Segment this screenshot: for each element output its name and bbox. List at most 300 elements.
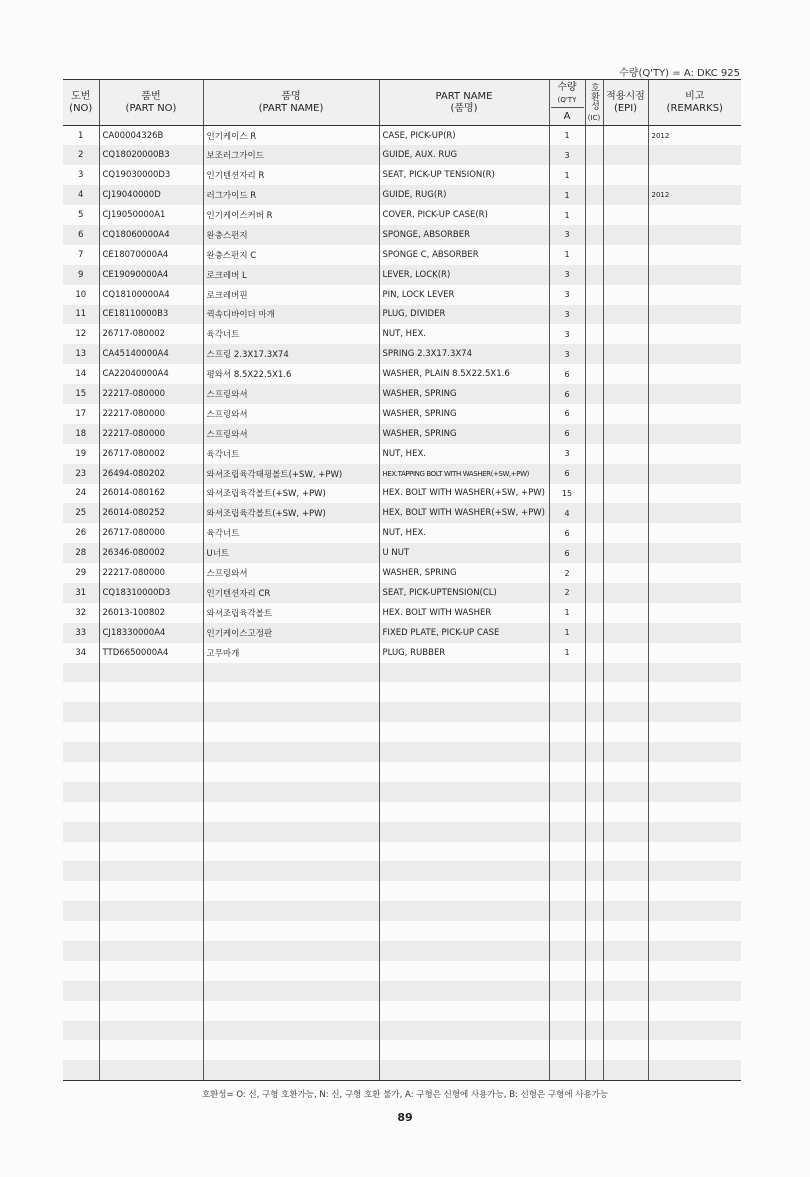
cell-part-name-en: WASHER, SPRING [379,424,549,444]
cell-epi [603,324,648,344]
empty-cell [379,762,549,782]
empty-cell [603,762,648,782]
cell-remarks [648,145,741,165]
cell-part-name-ko: 평와셔 8.5X22.5X1.6 [203,364,379,384]
cell-no: 32 [75,607,87,618]
empty-cell [203,881,379,901]
empty-cell [585,722,603,742]
cell-no: 5 [78,210,84,220]
empty-cell [203,861,379,881]
cell-ic [585,364,603,384]
cell-part-name-en: WASHER, PLAIN 8.5X22.5X1.6 [379,364,549,384]
empty-cell [585,1021,603,1041]
empty-cell [585,1060,603,1080]
empty-cell [585,981,603,1001]
empty-table-row [63,861,741,881]
empty-cell [585,842,603,862]
empty-cell [379,1060,549,1080]
table-row [63,245,741,265]
empty-cell [203,782,379,802]
empty-cell [63,842,99,862]
empty-cell [63,901,99,921]
table-row [63,623,741,643]
cell-ic [585,265,603,285]
cell-part-no: CQ18060000A4 [99,225,203,245]
cell-no: 2 [63,145,99,165]
empty-cell [203,842,379,862]
cell-qty: 1 [549,643,585,663]
empty-cell [648,682,741,702]
empty-cell [603,961,648,981]
empty-cell [585,822,603,842]
empty-cell [99,941,203,961]
cell-part-no: CQ18310000D3 [99,583,203,603]
cell-remarks [648,344,741,364]
empty-cell [549,881,585,901]
empty-table-row [63,881,741,901]
cell-epi [603,285,648,305]
table-row [63,344,741,364]
cell-epi [603,305,648,325]
empty-cell [203,1001,379,1021]
empty-cell [203,822,379,842]
empty-cell [648,981,741,1001]
empty-cell [585,901,603,921]
cell-part-name-ko: 완충스펀지 C [203,245,379,265]
empty-cell [585,1001,603,1021]
cell-part-name-ko: 스프링와셔 [203,424,379,444]
cell-ic [585,543,603,563]
empty-cell [648,762,741,782]
cell-remarks [648,205,741,225]
empty-cell [603,1021,648,1041]
table-row [63,523,741,543]
empty-cell [549,921,585,941]
empty-cell [549,1021,585,1041]
cell-qty: 3 [549,285,585,305]
empty-cell [63,861,99,881]
cell-ic [585,225,603,245]
cell-ic [585,344,603,364]
cell-no: 18 [63,424,99,444]
cell-part-no: 22217-080000 [99,384,203,404]
cell-part-name-en: HEX. BOLT WITH WASHER(+SW, +PW) [379,484,549,504]
empty-cell [585,802,603,822]
cell-epi [603,543,648,563]
empty-cell [203,961,379,981]
empty-cell [549,901,585,921]
empty-cell [549,682,585,702]
cell-qty: 6 [549,364,585,384]
cell-no: 10 [75,289,87,300]
table-row [63,543,741,563]
cell-ic [585,563,603,583]
cell-remarks [648,265,741,285]
empty-cell [549,722,585,742]
cell-part-no: 26013-100802 [99,603,203,623]
cell-no: 9 [63,265,99,285]
cell-epi [603,344,648,364]
table-row [63,583,741,603]
table-row [63,643,741,663]
cell-part-name-en: WASHER, SPRING [379,384,549,404]
empty-cell [379,901,549,921]
cell-remarks [648,583,741,603]
cell-ic [585,484,603,504]
empty-cell [99,702,203,722]
cell-epi [603,484,648,504]
cell-ic [585,126,603,146]
cell-part-name-en: NUT, HEX. [379,324,549,344]
empty-cell [648,921,741,941]
cell-part-name-ko: U너트 [203,543,379,563]
cell-remarks [648,245,741,265]
table-row [63,145,741,165]
empty-table-row [63,961,741,981]
cell-no: 13 [63,344,99,364]
cell-ic [585,165,603,185]
cell-epi [603,464,648,484]
empty-cell [585,1040,603,1060]
table-row [63,603,741,623]
cell-no: 14 [75,369,87,380]
cell-remarks [648,523,741,543]
cell-no: 4 [63,185,99,205]
empty-cell [203,1040,379,1060]
cell-remarks [648,484,741,504]
cell-part-no: CQ18100000A4 [99,285,203,305]
empty-cell [585,702,603,722]
empty-cell [603,941,648,961]
empty-cell [203,941,379,961]
empty-table-row [63,901,741,921]
empty-cell [549,663,585,683]
cell-no: 1 [78,130,84,141]
cell-part-name-en: SEAT, PICK-UP TENSION(R) [379,165,549,185]
empty-cell [585,961,603,981]
empty-cell [203,981,379,1001]
cell-epi [603,563,648,583]
cell-part-name-en: COVER, PICK-UP CASE(R) [379,205,549,225]
empty-cell [379,822,549,842]
empty-cell [203,921,379,941]
cell-part-name-ko: 육각너트 [203,523,379,543]
empty-cell [648,842,741,862]
cell-part-name-ko: 러그가이드 R [203,185,379,205]
cell-remarks [648,285,741,305]
parts-table-body [63,126,741,1081]
cell-remarks [648,623,741,643]
empty-cell [203,702,379,722]
cell-remarks [648,404,741,424]
cell-qty: 3 [549,305,585,325]
cell-remarks [648,603,741,623]
empty-cell [63,762,99,782]
table-row [63,503,741,523]
cell-part-no: 26717-080000 [99,523,203,543]
empty-cell [63,881,99,901]
cell-qty: 4 [549,503,585,523]
empty-cell [379,861,549,881]
empty-cell [549,941,585,961]
cell-part-name-ko: 로크레버핀 [203,285,379,305]
cell-qty: 1 [549,603,585,623]
empty-cell [603,842,648,862]
cell-part-no: 26717-080002 [99,324,203,344]
cell-no: 29 [75,568,87,579]
empty-cell [585,682,603,702]
cell-epi [603,185,648,205]
cell-epi [603,503,648,523]
table-row [63,305,741,325]
cell-part-no: CJ19050000A1 [99,205,203,225]
empty-cell [549,1040,585,1060]
cell-part-name-en: SPONGE, ABSORBER [379,225,549,245]
cell-part-no: CE18070000A4 [99,245,203,265]
cell-part-name-ko: 육각너트 [203,444,379,464]
empty-cell [203,663,379,683]
cell-remarks [648,324,741,344]
cell-qty: 6 [549,543,585,563]
empty-cell [585,941,603,961]
empty-cell [603,981,648,1001]
cell-epi [603,523,648,543]
cell-part-name-en: NUT, HEX. [379,444,549,464]
empty-cell [603,742,648,762]
cell-epi [603,364,648,384]
cell-no: 25 [63,503,99,523]
empty-table-row [63,1060,741,1080]
cell-epi [603,145,648,165]
cell-epi [603,444,648,464]
empty-cell [648,722,741,742]
empty-table-row [63,1021,741,1041]
cell-qty: 6 [549,384,585,404]
cell-no: 23 [63,464,99,484]
header-part-no: 품번 (PART NO) [99,80,203,126]
cell-part-no: CJ18330000A4 [99,623,203,643]
cell-epi [603,583,648,603]
empty-cell [63,961,99,981]
cell-ic [585,603,603,623]
table-row [63,563,741,583]
empty-cell [99,1060,203,1080]
header-no: 도번 (NO) [63,80,99,126]
cell-no: 31 [63,583,99,603]
cell-ic [585,404,603,424]
empty-table-row [63,782,741,802]
cell-qty: 6 [549,523,585,543]
empty-cell [379,881,549,901]
empty-cell [549,1060,585,1080]
cell-part-name-en: GUIDE, AUX. RUG [379,145,549,165]
table-row [63,265,741,285]
cell-part-name-en: HEX. BOLT WITH WASHER(+SW, +PW) [379,503,549,523]
cell-ic [585,205,603,225]
empty-cell [549,822,585,842]
empty-cell [648,702,741,722]
empty-cell [379,1021,549,1041]
cell-part-name-en: SEAT, PICK-UPTENSION(CL) [379,583,549,603]
empty-cell [603,861,648,881]
cell-epi [603,245,648,265]
cell-no: 17 [75,408,87,419]
empty-cell [549,981,585,1001]
cell-part-name-ko: 와셔조립육각볼트(+SW, +PW) [203,484,379,504]
cell-part-name-ko: 인기텐션자리 R [203,165,379,185]
empty-cell [603,682,648,702]
empty-cell [603,1040,648,1060]
cell-epi [603,165,648,185]
empty-cell [379,722,549,742]
cell-ic [585,643,603,663]
cell-ic [585,324,603,344]
empty-cell [549,702,585,722]
cell-part-name-ko: 완충스펀지 [203,225,379,245]
cell-part-no: 26014-080252 [99,503,203,523]
empty-cell [379,941,549,961]
empty-cell [585,742,603,762]
cell-part-no: CA22040000A4 [99,364,203,384]
cell-qty: 6 [549,404,585,424]
cell-ic [585,185,603,205]
cell-part-no: 22217-080000 [99,424,203,444]
empty-cell [379,961,549,981]
empty-cell [99,682,203,702]
cell-remarks [648,543,741,563]
empty-cell [648,663,741,683]
cell-qty: 3 [549,265,585,285]
table-row [63,126,741,146]
empty-cell [648,861,741,881]
cell-no: 28 [63,543,99,563]
cell-part-name-en: WASHER, SPRING [379,404,549,424]
cell-epi [603,404,648,424]
cell-qty: 1 [549,165,585,185]
empty-cell [585,762,603,782]
cell-qty: 1 [549,126,585,146]
cell-part-name-en: WASHER, SPRING [379,563,549,583]
empty-cell [585,861,603,881]
empty-cell [379,702,549,722]
cell-ic [585,523,603,543]
cell-part-name-en: PIN, LOCK LEVER [379,285,549,305]
cell-part-name-ko: 스프링 2.3X17.3X74 [203,344,379,364]
empty-cell [648,1001,741,1021]
cell-part-no: 26494-080202 [99,464,203,484]
empty-cell [585,782,603,802]
empty-cell [603,802,648,822]
cell-part-name-ko: 와셔조립육각태핑볼트(+SW, +PW) [203,464,379,484]
cell-part-no: CJ19040000D [99,185,203,205]
empty-cell [63,1060,99,1080]
empty-cell [603,782,648,802]
cell-ic [585,245,603,265]
empty-cell [203,682,379,702]
cell-remarks [648,225,741,245]
cell-no: 15 [63,384,99,404]
header-ic: 호환성 (IC) [585,80,603,126]
empty-cell [549,762,585,782]
cell-qty: 15 [549,484,585,504]
cell-part-name-en: HEX.TAPPING BOLT WITH WASHER(+SW,+PW) [379,464,549,484]
cell-remarks [648,165,741,185]
cell-part-name-en: HEX. BOLT WITH WASHER [379,603,549,623]
cell-part-no: TTD6650000A4 [99,643,203,663]
empty-cell [585,663,603,683]
empty-cell [379,682,549,702]
cell-part-name-ko: 스프링와셔 [203,404,379,424]
empty-cell [99,921,203,941]
empty-cell [203,762,379,782]
cell-part-name-en: SPRING 2.3X17.3X74 [379,344,549,364]
empty-table-row [63,981,741,1001]
empty-cell [99,762,203,782]
table-row [63,205,741,225]
empty-table-row [63,921,741,941]
empty-cell [585,881,603,901]
empty-cell [648,881,741,901]
empty-cell [549,1001,585,1021]
cell-remarks: 2012 [648,185,741,205]
cell-no: 24 [75,488,87,499]
table-row [63,424,741,444]
cell-ic [585,384,603,404]
cell-qty: 1 [549,205,585,225]
cell-epi [603,603,648,623]
page-number: 89 [397,1111,413,1124]
cell-remarks [648,384,741,404]
cell-part-name-ko: 육각너트 [203,324,379,344]
empty-cell [648,1040,741,1060]
cell-ic [585,623,603,643]
cell-part-name-ko: 와셔조립육각볼트 [203,603,379,623]
cell-epi [603,265,648,285]
empty-cell [63,742,99,762]
header-remarks: 비고 (REMARKS) [648,80,741,126]
empty-cell [203,802,379,822]
empty-cell [99,861,203,881]
empty-cell [603,1060,648,1080]
empty-table-row [63,1040,741,1060]
empty-cell [203,1021,379,1041]
empty-cell [63,941,99,961]
cell-qty: 2 [549,583,585,603]
empty-cell [99,822,203,842]
table-row [63,384,741,404]
empty-cell [379,742,549,762]
empty-table-row [63,822,741,842]
empty-cell [603,663,648,683]
empty-cell [99,961,203,981]
cell-no: 11 [63,305,99,325]
empty-cell [549,961,585,981]
empty-cell [648,742,741,762]
cell-remarks [648,503,741,523]
compatibility-footnote: 호환성= O: 신, 구형 호환가능, N: 신, 구형 호환 불가, A: 구형은 신형에 사용가능, B: 신형은 구형에 사용가능 [201,1090,609,1100]
empty-table-row [63,842,741,862]
cell-part-name-en: GUIDE, RUG(R) [379,185,549,205]
cell-part-name-en: LEVER, LOCK(R) [379,265,549,285]
empty-cell [549,861,585,881]
cell-part-name-ko: 인기케이스 R [203,126,379,146]
cell-part-name-en: PLUG, DIVIDER [379,305,549,325]
cell-part-no: 22217-080000 [99,404,203,424]
table-row [63,165,741,185]
empty-cell [379,981,549,1001]
empty-cell [603,702,648,722]
table-row [63,185,741,205]
